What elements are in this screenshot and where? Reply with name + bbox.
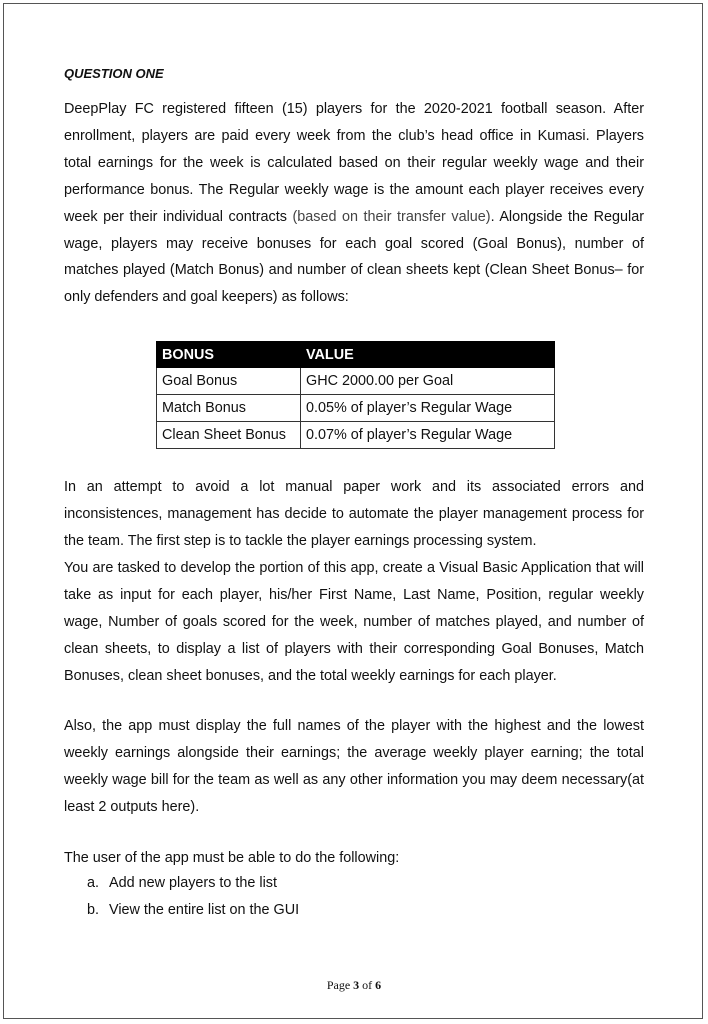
page-footer	[0, 978, 708, 993]
footer-current-page: 3	[353, 978, 360, 992]
table-row	[157, 395, 555, 422]
table-row	[157, 368, 555, 395]
list-marker: b.	[87, 902, 100, 918]
table-header-value: VALUE	[301, 342, 555, 368]
list-item-text: View the entire list on the GUI	[109, 902, 300, 918]
requirements-list	[64, 870, 299, 924]
table-cell-bonus: Goal Bonus	[157, 368, 301, 395]
table-header-bonus: BONUS	[157, 342, 301, 368]
footer-prefix: Page	[326, 978, 354, 992]
list-item	[64, 870, 299, 897]
table-cell-bonus: Match Bonus	[157, 395, 301, 422]
table-cell-value: 0.05% of player’s Regular Wage	[301, 395, 555, 422]
table-cell-value: GHC 2000.00 per Goal	[301, 368, 555, 395]
bonus-table	[156, 341, 555, 449]
outputs-paragraph: Also, the app must display the full names of the player with the highest and the lowest weekly earnings alongside their earnings; the average weekly player earning; the total weekly wage bill for the team as well as any other information you may deem necessary(at least 2 outputs here).	[64, 718, 644, 815]
footer-middle: of	[359, 978, 376, 992]
table-cell-value: 0.07% of player’s Regular Wage	[301, 422, 555, 449]
automation-paragraph: In an attempt to avoid a lot manual paper work and its associated errors and inconsistences, management has decide to automate the player management process for the team. The first step is to tackle the player earnings processing system.	[64, 479, 644, 549]
footer-total-pages: 6	[375, 978, 382, 992]
table-header-row	[157, 342, 555, 368]
intro-paragraph	[64, 96, 644, 311]
table-cell-bonus: Clean Sheet Bonus	[157, 422, 301, 449]
intro-text-b: . Alongside the Regular wage, players may receive bonuses for each goal scored (Goal Bonus), number of matches played (Match Bonus) and number of clean sheets kept (Clean Sheet Bonus– for only defenders and goal keepers) as follows:	[64, 208, 644, 306]
list-item-text: Add new players to the list	[109, 875, 277, 891]
task-paragraph: You are tasked to develop the portion of this app, create a Visual Basic Application that will take as input for each player, his/her First Name, Last Name, Position, regular weekly wage, Number of goals scored for the week, number of matches played, and number of clean sheets, to display a list of players with their corresponding Goal Bonuses, Match Bonuses, clean sheet bonuses, and the total weekly earnings for each player.	[64, 560, 644, 684]
list-item	[64, 897, 299, 924]
intro-text-muted: (based on their transfer value)	[292, 208, 491, 225]
list-marker: a.	[87, 875, 100, 891]
table-row	[157, 422, 555, 449]
intro-text-a: DeepPlay FC registered fifteen (15) players for the 2020-2021 football season. After enrollment, players are paid every week from the club’s head office in Kumasi. Players total earnings for the week is calculated based on their regular weekly wage and their performance bonus. The Regular weekly wage is the amount each player receives every week per their individual contracts	[64, 101, 644, 225]
question-heading: QUESTION ONE	[64, 66, 164, 81]
requirements-intro: The user of the app must be able to do the following:	[64, 850, 400, 866]
